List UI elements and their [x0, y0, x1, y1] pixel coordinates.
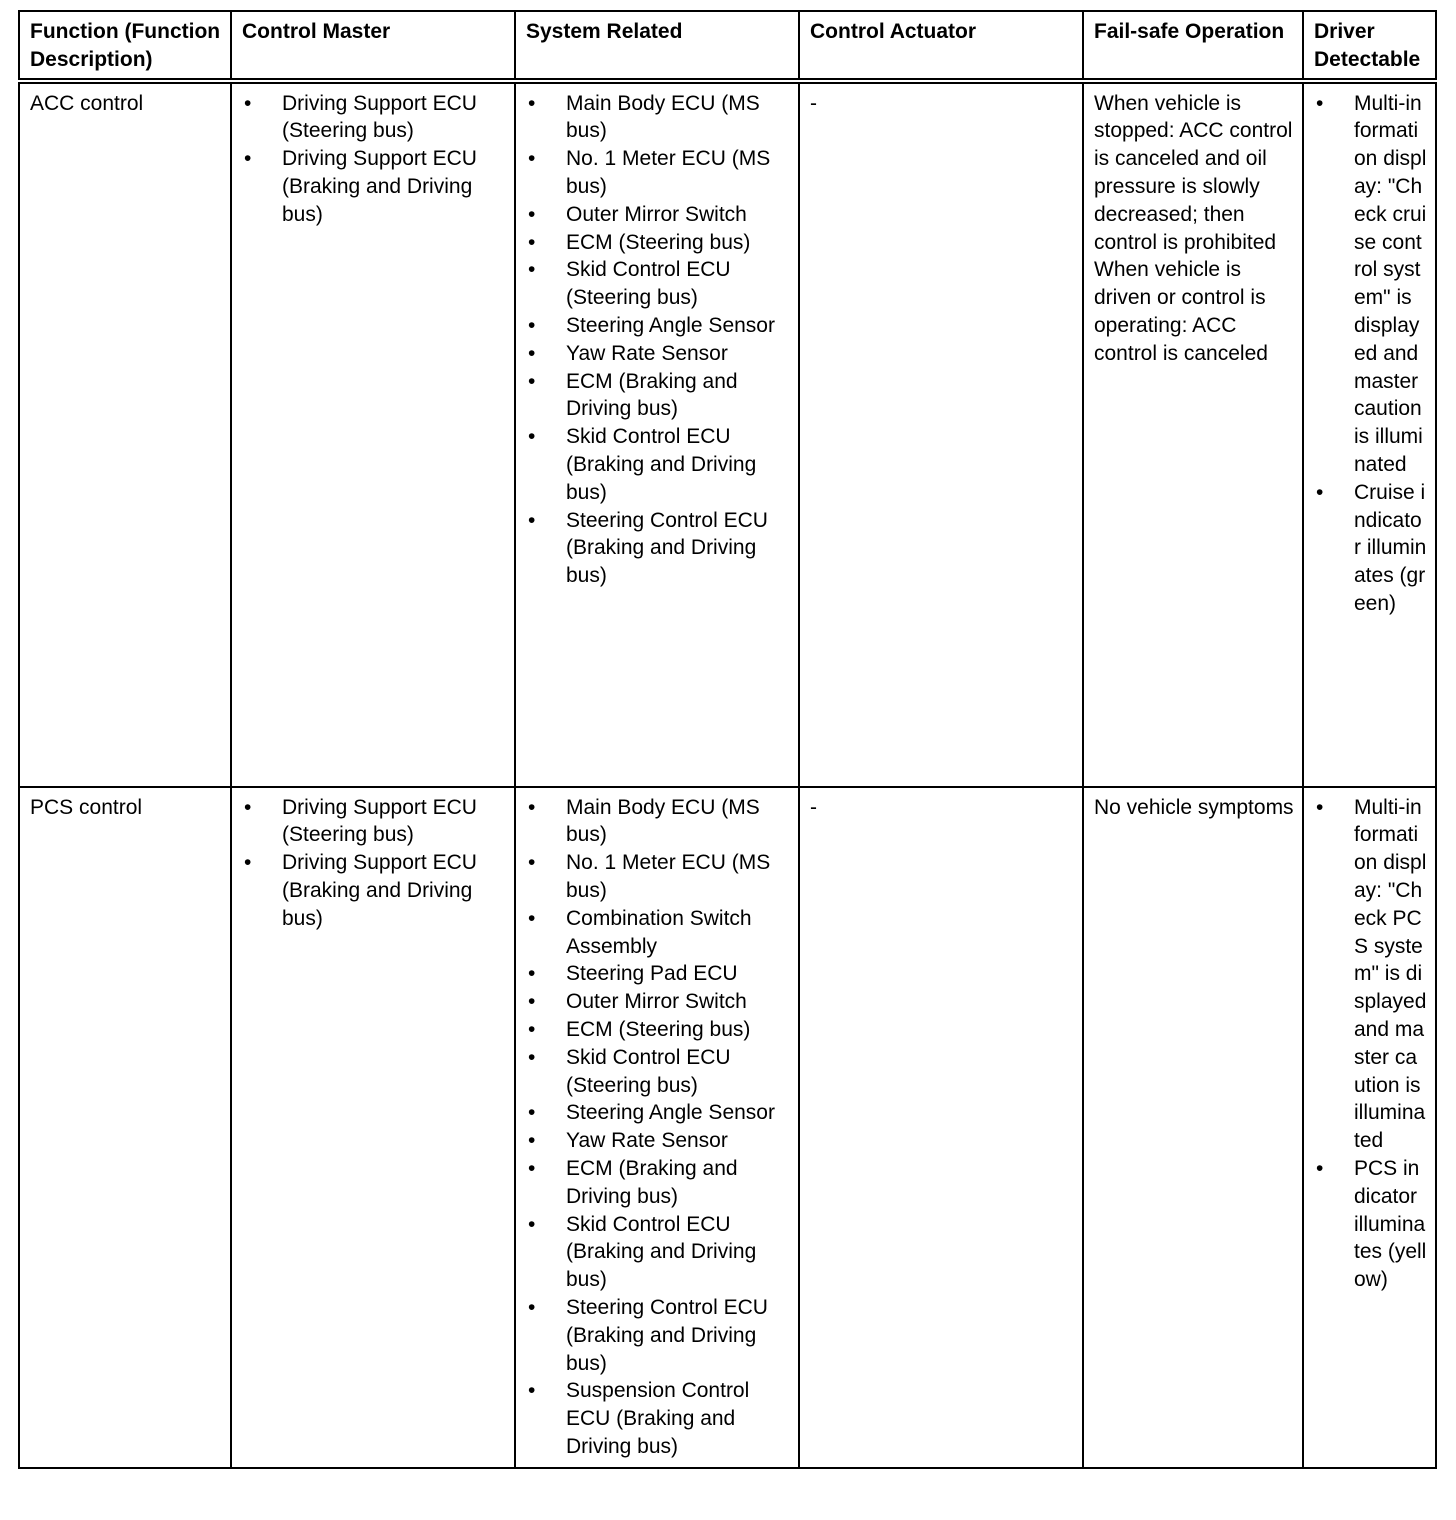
control-master-item: • Driving Support ECU (Braking and Driving bus) [242, 849, 506, 932]
system-related-item: • ECM (Steering bus) [526, 1016, 790, 1044]
system-related-item: • Skid Control ECU (Braking and Driving bus) [526, 1211, 790, 1294]
driver-detectable-list [1314, 90, 1427, 618]
header-function: Function (Function Description) [19, 11, 231, 81]
driver-detectable-cell [1303, 787, 1436, 1468]
system-related-item: • Skid Control ECU (Steering bus) [526, 256, 790, 312]
system-related-item: • No. 1 Meter ECU (MS bus) [526, 849, 790, 905]
system-related-item: • Steering Control ECU (Braking and Driving bus) [526, 507, 790, 590]
system-related-cell [515, 81, 799, 787]
control-master-list [242, 90, 506, 229]
system-related-list [526, 794, 790, 1461]
driver-detectable-item: • Multi-information display: "Check cruise control system" is displayed and master caution is illuminated [1314, 90, 1427, 479]
driver-detectable-item: • Multi-information display: "Check PCS system" is displayed and master caution is illuminated [1314, 794, 1427, 1155]
function-cell: ACC control [19, 81, 231, 787]
system-related-item: • Outer Mirror Switch [526, 988, 790, 1016]
system-related-item: • ECM (Steering bus) [526, 229, 790, 257]
fail-safe-cell [1083, 787, 1303, 1468]
control-master-list [242, 794, 506, 933]
table-body [19, 81, 1436, 1468]
system-related-cell [515, 787, 799, 1468]
driver-detectable-list [1314, 794, 1427, 1294]
system-related-item: • No. 1 Meter ECU (MS bus) [526, 145, 790, 201]
fail-safe-text: When vehicle is stopped: ACC control is canceled and oil pressure is slowly decreased; then control is prohibited [1094, 91, 1293, 254]
driver-detectable-item: • Cruise indicator illuminates (green) [1314, 479, 1427, 618]
driver-detectable-item: • PCS indicator illuminates (yellow) [1314, 1155, 1427, 1294]
system-related-item: • Suspension Control ECU (Braking and Driving bus) [526, 1377, 790, 1460]
header-control-master: Control Master [231, 11, 515, 81]
system-related-item: • Steering Control ECU (Braking and Driving bus) [526, 1294, 790, 1377]
header-driver-detectable: Driver Detectable [1303, 11, 1436, 81]
system-related-item: • Skid Control ECU (Steering bus) [526, 1044, 790, 1100]
function-table [18, 10, 1437, 1469]
function-cell: PCS control [19, 787, 231, 1468]
driver-detectable-cell [1303, 81, 1436, 787]
control-master-cell [231, 81, 515, 787]
control-master-cell [231, 787, 515, 1468]
system-related-item: • Yaw Rate Sensor [526, 1127, 790, 1155]
header-fail-safe: Fail-safe Operation [1083, 11, 1303, 81]
header-control-actuator: Control Actuator [799, 11, 1083, 81]
system-related-item: • ECM (Braking and Driving bus) [526, 368, 790, 424]
system-related-item: • Steering Pad ECU [526, 960, 790, 988]
fail-safe-text: No vehicle symptoms [1094, 795, 1294, 819]
system-related-item: • Yaw Rate Sensor [526, 340, 790, 368]
system-related-item: • Outer Mirror Switch [526, 201, 790, 229]
system-related-item: • Skid Control ECU (Braking and Driving bus) [526, 423, 790, 506]
header-row [19, 11, 1436, 81]
system-related-item: • Combination Switch Assembly [526, 905, 790, 961]
fail-safe-cell [1083, 81, 1303, 787]
table-row [19, 787, 1436, 1468]
control-master-item: • Driving Support ECU (Braking and Driving bus) [242, 145, 506, 228]
system-related-item: • Steering Angle Sensor [526, 312, 790, 340]
system-related-list [526, 90, 790, 590]
system-related-item: • Steering Angle Sensor [526, 1099, 790, 1127]
control-master-item: • Driving Support ECU (Steering bus) [242, 794, 506, 850]
system-related-item: • ECM (Braking and Driving bus) [526, 1155, 790, 1211]
fail-safe-text: When vehicle is driven or control is operating: ACC control is canceled [1094, 258, 1268, 365]
system-related-item: • Main Body ECU (MS bus) [526, 90, 790, 146]
control-actuator-cell: - [799, 81, 1083, 787]
system-related-item: • Main Body ECU (MS bus) [526, 794, 790, 850]
control-actuator-cell: - [799, 787, 1083, 1468]
control-master-item: • Driving Support ECU (Steering bus) [242, 90, 506, 146]
table-row [19, 81, 1436, 787]
header-system-related: System Related [515, 11, 799, 81]
